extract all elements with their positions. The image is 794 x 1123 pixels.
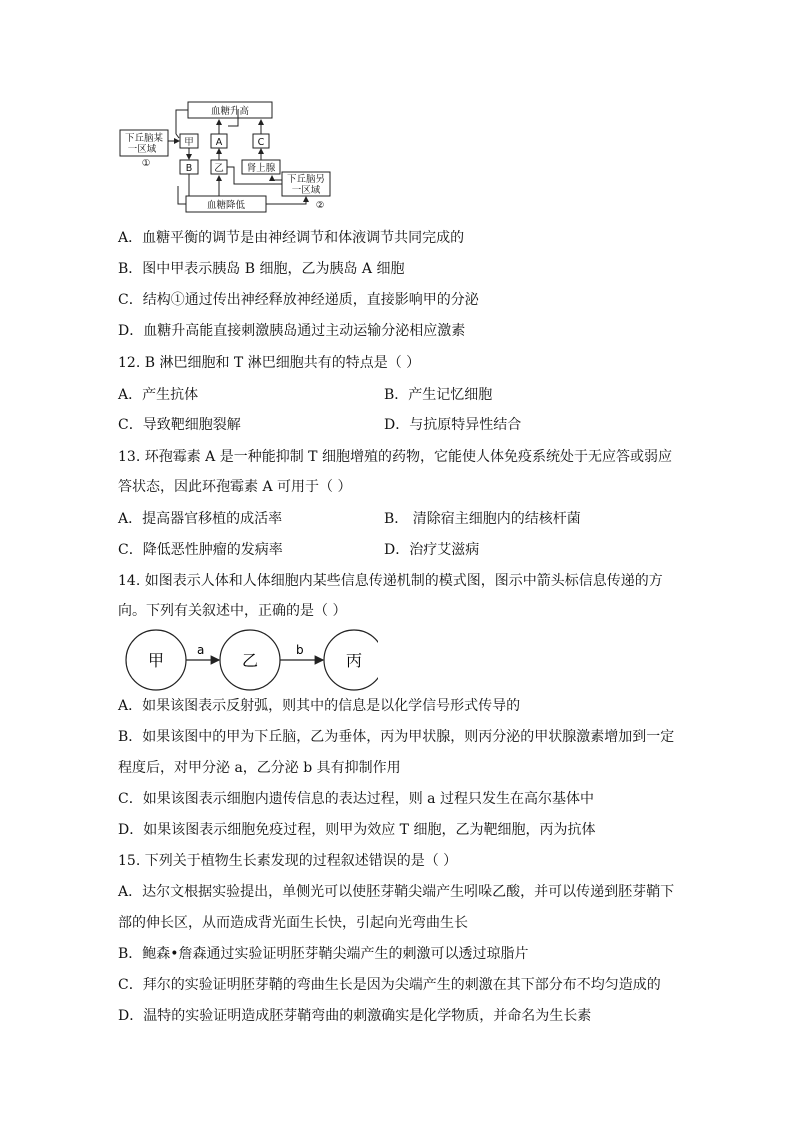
q15-option-a-1: A．达尔文根据实验提出，单侧光可以使胚芽鞘尖端产生吲哚乙酸，并可以传递到胚芽鞘下	[118, 884, 675, 900]
q14-stem-2: 向。下列有关叙述中，正确的是（ ）	[118, 603, 347, 619]
diagram-circle-1: ①	[141, 158, 151, 169]
diagram-adrenal: 肾上腺	[246, 163, 276, 174]
q12-option-c: C．导致靶细胞裂解	[118, 417, 241, 433]
q15-option-c: C．拜尔的实验证明胚芽鞘的弯曲生长是因为尖端产生的刺激在其下部分布不均匀造成的	[118, 977, 661, 993]
diagram-top-box: 血糖升高	[210, 106, 250, 117]
q12-stem: 12. B 淋巴细胞和 T 淋巴细胞共有的特点是（ ）	[118, 355, 421, 371]
q15-option-a-2: 部的伸长区，从而造成背光面生长快，引起向光弯曲生长	[118, 915, 468, 931]
q14-option-c: C．如果该图表示细胞内遗传信息的表达过程，则 a 过程只发生在高尔基体中	[118, 791, 594, 807]
diagram-hypothalamus-2-line1: 下丘脑另	[286, 174, 326, 185]
signal-flow-diagram	[118, 628, 378, 694]
node-bing-label: 丙	[345, 651, 363, 670]
q11-option-a: A．血糖平衡的调节是由神经调节和体液调节共同完成的	[118, 230, 465, 246]
diagram-b: B	[185, 163, 193, 174]
q11-option-c: C．结构①通过传出神经释放神经递质，直接影响甲的分泌	[118, 292, 479, 308]
q12-option-a: A．产生抗体	[118, 387, 199, 403]
q11-option-d: D．血糖升高能直接刺激胰岛通过主动运输分泌相应激素	[118, 323, 466, 339]
q12-option-d: D．与抗原特异性结合	[384, 417, 522, 433]
node-yi-label: 乙	[241, 651, 259, 670]
diagram-bottom-box: 血糖降低	[206, 200, 246, 211]
q15-option-b: B．鲍森•詹森通过实验证明胚芽鞘尖端产生的刺激可以透过琼脂片	[118, 946, 529, 962]
diagram-hypothalamus-1-line2: 一区域	[127, 144, 157, 155]
q14-option-b-2: 程度后，对甲分泌 a，乙分泌 b 具有抑制作用	[118, 760, 401, 776]
q14-option-d: D．如果该图表示细胞免疫过程，则甲为效应 T 细胞，乙为靶细胞，丙为抗体	[118, 822, 596, 838]
q13-stem-1: 13. 环孢霉素 A 是一种能抑制 T 细胞增殖的药物，它能使人体免疫系统处于无应答或弱应	[118, 449, 672, 465]
diagram-yi: 乙	[214, 163, 224, 174]
q11-option-b: B．图中甲表示胰岛 B 细胞，乙为胰岛 A 细胞	[118, 261, 405, 277]
q13-option-a: A．提高器官移植的成活率	[118, 511, 283, 527]
q14-option-b-1: B．如果该图中的甲为下丘脑，乙为垂体，丙为甲状腺，则丙分泌的甲状腺激素增加到一定	[118, 729, 675, 745]
blood-sugar-diagram	[118, 98, 338, 218]
diagram-jia: 甲	[184, 137, 194, 148]
arrow-a-label: a	[197, 643, 205, 657]
diagram-a: A	[215, 137, 223, 148]
diagram-hypothalamus-1-line1: 下丘脑某	[124, 133, 164, 144]
q13-option-c: C．降低恶性肿瘤的发病率	[118, 542, 283, 558]
q15-stem: 15. 下列关于植物生长素发现的过程叙述错误的是（ ）	[118, 853, 458, 869]
q14-stem-1: 14. 如图表示人体和人体细胞内某些信息传递机制的模式图，图示中箭头标信息传递的方	[118, 573, 663, 589]
q15-option-d: D．温特的实验证明造成胚芽鞘弯曲的刺激确实是化学物质，并命名为生长素	[118, 1008, 592, 1024]
diagram-c: C	[257, 137, 265, 148]
node-jia-label: 甲	[147, 651, 165, 670]
q13-option-b: B． 清除宿主细胞内的结核杆菌	[384, 511, 581, 527]
q12-option-b: B．产生记忆细胞	[384, 387, 493, 403]
q13-stem-2: 答状态，因此环孢霉素 A 可用于（ ）	[118, 479, 352, 495]
diagram-circle-2: ②	[315, 200, 325, 211]
arrow-b-label: b	[296, 643, 304, 657]
q14-option-a: A．如果该图表示反射弧，则其中的信息是以化学信号形式传导的	[118, 698, 521, 714]
q13-option-d: D．治疗艾滋病	[384, 542, 480, 558]
diagram-hypothalamus-2-line2: 一区域	[291, 185, 321, 196]
